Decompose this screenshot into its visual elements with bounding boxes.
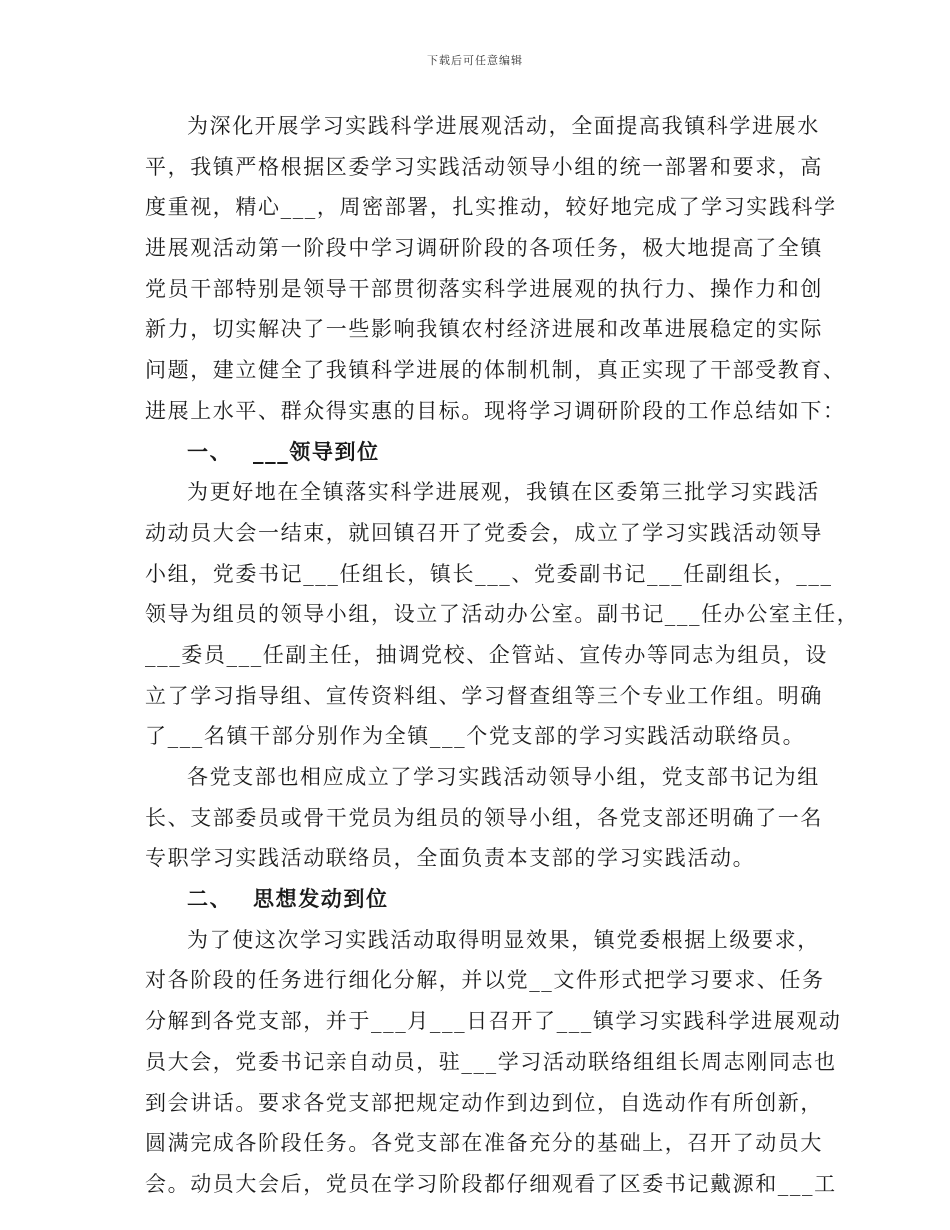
section-heading [145,432,813,473]
page-header: 下载后可任意编辑 [427,54,523,67]
body-line: 对各阶段的任务进行细化分解，并以党__文件形式把学习要求、任务 [145,968,825,993]
body-line: 立了学习指导组、宣传资料组、学习督查组等三个专业工作组。明确 [145,683,823,708]
body-line: 长、支部委员或骨干党员为组员的领导小组，各党支部还明确了一名 [145,805,823,830]
body-line: 度重视，精心___，周密部署，扎实推动，较好地完成了学习实践科学 [145,195,837,220]
body-line: 员大会，党委书记亲自动员，驻___学习活动联络组组长周志刚同志也 [145,1049,837,1074]
body-line: 专职学习实践活动联络员，全面负责本支部的学习实践活动。 [145,846,756,871]
body-line: ___委员___任副主任，抽调党校、企管站、宣传办等同志为组员，设 [145,642,828,667]
body-line: 到会讲话。要求各党支部把规定动作到边到位，自选动作有所创新， [145,1090,823,1115]
body-line: 领导为组员的领导小组，设立了活动办公室。副书记___任办公室主任， [145,602,860,627]
body-line: 问题，建立健全了我镇科学进展的体制机制，真正实现了干部受教育、 [145,358,846,383]
body-line: 为了使这次学习实践活动取得明显效果，镇党委根据上级要求， [187,927,820,952]
body-line: 进展上水平、群众得实惠的目标。现将学习调研阶段的工作总结如下： [145,398,846,423]
section-number: 一、 [187,438,233,464]
body-line: 了___名镇干部分别作为全镇___个党支部的学习实践活动联络员。 [145,724,806,749]
section-heading [145,879,813,920]
section-title: 思想发动到位 [253,886,389,912]
document-body [145,106,860,1205]
body-line: 分解到各党支部，并于___月___日召开了___镇学习实践科学进展观动 [145,1009,842,1034]
section-title: ___领导到位 [253,438,380,464]
body-line: 动动员大会一结束，就回镇召开了党委会，成立了学习实践活动领导 [145,520,823,545]
body-line: 平，我镇严格根据区委学习实践活动领导小组的统一部署和要求，高 [145,154,823,179]
body-line: 各党支部也相应成立了学习实践活动领导小组，党支部书记为组 [187,765,820,789]
body-line: 圆满完成各阶段任务。各党支部在准备充分的基础上，召开了动员大 [145,1131,823,1156]
body-line: 党员干部特别是领导干部贯彻落实科学进展观的执行力、操作力和创 [145,276,823,301]
body-line: 新力，切实解决了一些影响我镇农村经济进展和改革进展稳定的实际 [145,317,823,342]
body-line: 为更好地在全镇落实科学进展观，我镇在区委第三批学习实践活 [187,480,820,505]
body-line: 小组，党委书记___任组长，镇长___、党委副书记___任副组长，___ [145,561,833,586]
body-line: 为深化开展学习实践科学进展观活动，全面提高我镇科学进展水 [187,114,820,138]
body-line: 进展观活动第一阶段中学习调研阶段的各项任务，极大地提高了全镇 [145,236,823,261]
section-number: 二、 [187,886,233,912]
body-line: 会。动员大会后，党员在学习阶段都仔细观看了区委书记戴源和___工 [145,1171,837,1196]
